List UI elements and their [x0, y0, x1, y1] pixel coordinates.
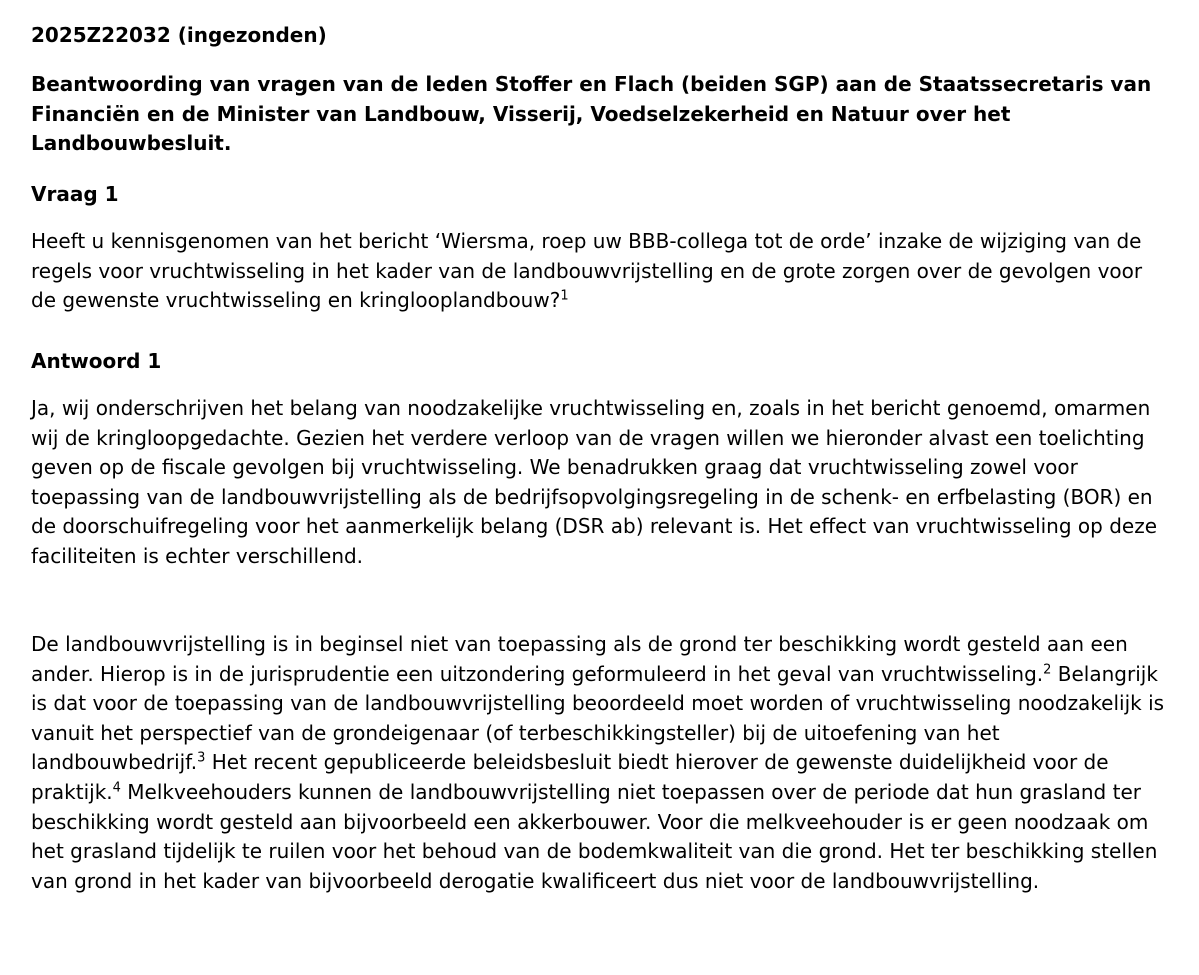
- answer-1-paragraph-2-part-3: Het recent gepubliceerde beleidsbesluit biedt hierover de gewenste duidelijkheid voor de praktijk.: [31, 750, 1109, 804]
- footnote-ref-1: 1: [560, 288, 569, 304]
- document-title: Beantwoording van vragen van de leden Stoffer en Flach (beiden SGP) aan de Staatssecretaris van Financiën en de Minister van Landbouw, Visserij, Voedselzekerheid en Natuur over het Landbouwbesluit.: [31, 72, 1152, 155]
- question-1-body: Heeft u kennisgenomen van het bericht ‘Wiersma, roep uw BBB-collega tot de orde’ inzake de wijziging van de regels voor vruchtwisseling in het kader van de landbouwvrijstelling en de grote zorgen over de gevolgen voor de gewenste vruchtwisseling en kringlooplandbouw?: [31, 229, 1143, 313]
- question-1-text: [31, 227, 1171, 316]
- answer-1-heading: Antwoord 1: [31, 349, 162, 373]
- answer-1-paragraph-1: Ja, wij onderschrijven het belang van noodzakelijke vruchtwisseling en, zoals in het bericht genoemd, omarmen wij de kringloopgedachte. Gezien het verdere verloop van de vragen willen we hieronder alvast een toelichting geven op de fiscale gevolgen bij vruchtwisseling. We benadrukken graag dat vruchtwisseling zowel voor toepassing van de landbouwvrijstelling als de bedrijfsopvolgingsregeling in de schenk- en erfbelasting (BOR) en de doorschuifregeling voor het aanmerkelijk belang (DSR ab) relevant is. Het effect van vruchtwisseling op deze faciliteiten is echter verschillend.: [31, 396, 1157, 568]
- footnote-ref-3: 3: [197, 750, 206, 766]
- footnote-ref-4: 4: [112, 780, 121, 796]
- footnote-ref-2: 2: [1043, 661, 1052, 677]
- question-1-heading: Vraag 1: [31, 182, 119, 206]
- document-id: 2025Z22032 (ingezonden): [31, 23, 327, 47]
- answer-1-paragraph-2: [31, 630, 1171, 896]
- answer-1-paragraph-2-part-1: De landbouwvrijstelling is in beginsel niet van toepassing als de grond ter beschikking wordt gesteld aan een ander. Hierop is in de jurisprudentie een uitzondering geformuleerd in het geval van vruchtwisseling.: [31, 632, 1128, 686]
- answer-1-paragraph-2-part-2: Belangrijk is dat voor de toepassing van de landbouwvrijstelling beoordeeld moet worden of vruchtwisseling noodzakelijk is vanuit het perspectief van de grondeigenaar (of terbeschikkingsteller) bij de uitoefening van het landbouwbedrijf.: [31, 661, 1165, 775]
- answer-1-paragraph-2-part-4: Melkveehouders kunnen de landbouwvrijstelling niet toepassen over de periode dat hun grasland ter beschikking wordt gesteld aan bijvoorbeeld een akkerbouwer. Voor die melkveehouder is er geen noodzaak om het grasland tijdelijk te ruilen voor het behoud van de bodemkwaliteit van die grond. Het ter beschikking stellen van grond in het kader van bijvoorbeeld derogatie kwalificeert dus niet voor de landbouwvrijstelling.: [31, 779, 1158, 893]
